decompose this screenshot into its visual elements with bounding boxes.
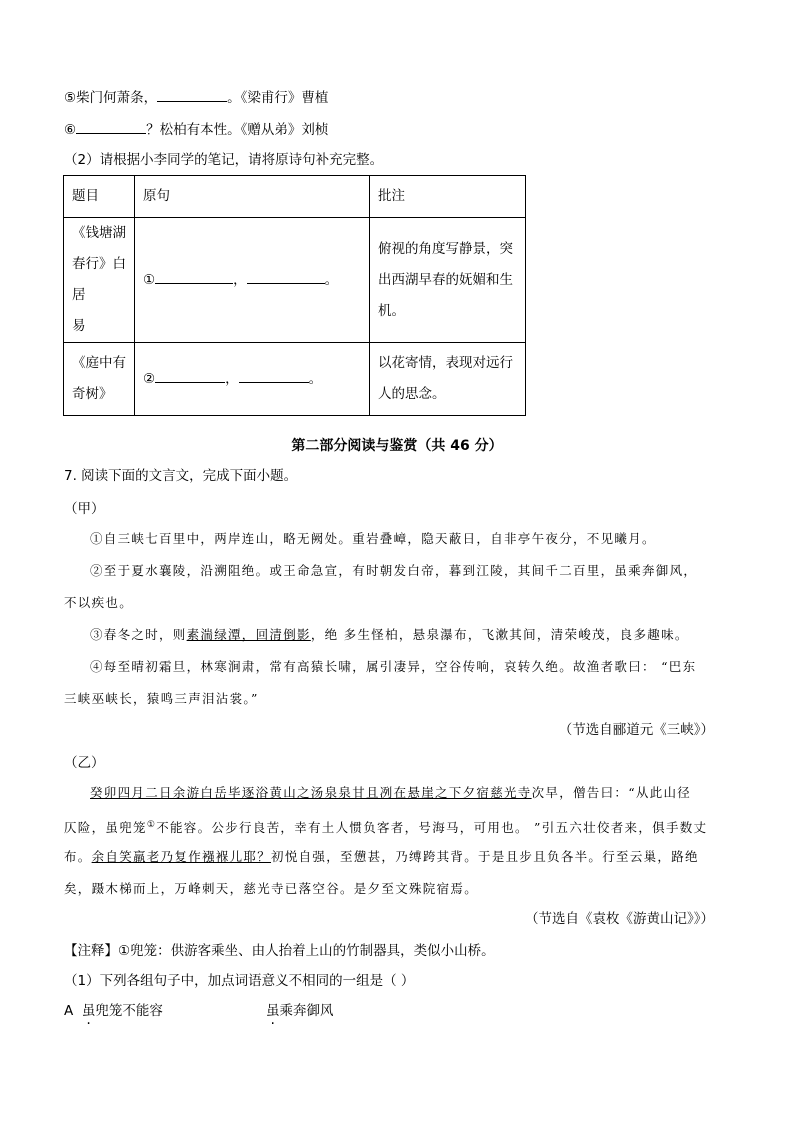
- row1-title-line: 易: [72, 318, 86, 334]
- row1-note-line: 俯视的角度写静景，突: [378, 240, 513, 257]
- jia-paragraph-4-line-1: ④每至晴初霜旦，林寒涧肃，常有高猿长啸，属引凄异，空谷传响，哀转久绝。故渔者歌曰： “巴东: [90, 659, 697, 674]
- jia-paragraph-3: [90, 626, 689, 644]
- table-header-row: [64, 176, 526, 218]
- row1-note-line: 机。: [378, 302, 405, 319]
- yi-l2-start: 仄险，虽兜笼: [64, 820, 147, 836]
- notes-table: [63, 175, 526, 416]
- header-title: 题目: [64, 176, 135, 218]
- line-6-suffix: ？松柏有本性。《赠从弟》刘桢: [146, 122, 329, 138]
- answer-blank[interactable]: [247, 270, 325, 284]
- option-a-label: A: [64, 1003, 74, 1019]
- answer-blank[interactable]: [155, 369, 225, 383]
- row1-number: ①: [143, 271, 156, 288]
- question-7: 7. 阅读下面的文言文，完成下面小题。: [64, 468, 298, 484]
- yi-l3-underlined: 余自笑羸老乃复作襁褓儿耶？: [91, 849, 272, 864]
- yi-line-3: [64, 848, 699, 866]
- line-6-prefix: ⑥: [64, 122, 77, 138]
- yi-line-2: [64, 816, 707, 837]
- row1-annotation: [370, 218, 526, 343]
- row2-note-line: 以花寄情，表现对远行: [378, 355, 513, 371]
- yi-line-4: 矣，蹑木梯而上，万峰刺天，慈光寺已落空谷。是夕至文殊院宿焉。: [64, 881, 479, 896]
- line-5-suffix: 。《梁甫行》曹植: [227, 90, 329, 106]
- jia-p3-end: ，绝 多生怪柏，悬泉瀑布，飞漱其间，清荣峻茂，良多趣味。: [310, 627, 689, 642]
- jia-paragraph-2-line-2: 不以疾也。: [64, 595, 134, 610]
- question-1: （1）下列各组句子中，加点词语意义不相同的一组是（ ）: [64, 973, 415, 989]
- table-row: [64, 343, 526, 416]
- answer-blank[interactable]: [157, 88, 227, 102]
- jia-p3-start: ③春冬之时，则: [90, 627, 187, 642]
- passage-yi-label: （乙）: [64, 755, 105, 771]
- yi-line-1: [90, 784, 691, 802]
- option-a-sentence-1: 兜笼不能容: [95, 1003, 163, 1019]
- row1-end: 。: [324, 271, 339, 288]
- row2-title: [64, 343, 135, 416]
- answer-blank[interactable]: [239, 369, 309, 383]
- line-6: [64, 120, 328, 139]
- row1-title-line: 《钱塘湖: [72, 225, 126, 241]
- answer-blank[interactable]: [155, 270, 233, 284]
- row1-separator: ，: [233, 271, 247, 288]
- section-title: 第二部分阅读与鉴赏（共 46 分）: [291, 438, 503, 454]
- header-annotation: 批注: [370, 176, 526, 218]
- option-a-second: [266, 1002, 334, 1020]
- yi-l3-end: 初悦自强，至憊甚，乃缚跨其背。于是且步且负各半。行至云巢，路绝: [271, 849, 699, 864]
- option-a-sentence-2: 乘奔御风: [279, 1003, 334, 1019]
- row1-original: [135, 218, 370, 343]
- yi-l3-start: 布。: [64, 849, 92, 864]
- answer-blank[interactable]: [76, 120, 146, 134]
- yi-source: （节选自《袁枚《游黄山记》》）: [525, 911, 714, 927]
- row1-note-line: 出西湖早春的妩媚和生: [378, 271, 513, 288]
- table-row: [64, 218, 526, 343]
- row2-title-line: 奇树》: [72, 386, 113, 402]
- line-5-prefix: ⑤柴门何萧条，: [64, 90, 158, 106]
- jia-paragraph-2-line-1: ②至于夏水襄陵，沿溯阻绝。或王命急宣，有时朝发白帝，暮到江陵，其间千二百里，虽乘奔御风，: [90, 563, 698, 578]
- line-5: [64, 88, 328, 107]
- row1-title: [64, 218, 135, 343]
- row2-end: 。: [308, 370, 323, 387]
- row2-original: [135, 343, 370, 416]
- row2-separator: ，: [225, 370, 239, 387]
- dotted-word: 虽: [81, 1003, 96, 1019]
- option-a[interactable]: [64, 1002, 163, 1020]
- row2-number: ②: [143, 370, 156, 387]
- row2-note-line: 人的思念。: [378, 386, 446, 402]
- yi-l1-end: 次早，僧告曰：“从此山径: [531, 785, 692, 800]
- dotted-word: 虽: [266, 1003, 280, 1019]
- row2-title-line: 《庭中有: [72, 355, 126, 371]
- footnote-marker: ①: [146, 820, 157, 830]
- jia-paragraph-1: ①自三峡七百里中，两岸连山，略无阙处。重岩叠嶂，隐天蔽日，自非亭午夜分，不见曦月。: [90, 531, 656, 546]
- passage-jia-label: （甲）: [64, 501, 105, 517]
- footnote: 【注释】①兜笼：供游客乘坐、由人抬着上山的竹制器具，类似小山桥。: [64, 943, 495, 959]
- row1-title-line: 春行》白居: [72, 256, 126, 303]
- question-2: （2）请根据小李同学的笔记，请将原诗句补充完整。: [64, 152, 384, 168]
- jia-p3-underlined: 素湍绿潭，回清倒影: [186, 627, 311, 642]
- jia-source: （节选自郦道元《三峡》）: [558, 722, 714, 738]
- yi-l1-underlined: 癸卯四月二日余游白岳毕逐浴黄山之汤泉泉甘且冽在悬崖之下夕宿慈光寺: [90, 785, 532, 800]
- jia-paragraph-4-line-2: 三峡巫峡长，猿鸣三声泪沾裳。”: [64, 691, 259, 706]
- row2-annotation: [370, 343, 526, 416]
- yi-l2-end: 不能容。公步行良苦，幸有土人惯负客者，号海马，可用也。 ”引五六壮佼者来，俱手数丈: [156, 820, 708, 836]
- header-original: 原句: [135, 176, 370, 218]
